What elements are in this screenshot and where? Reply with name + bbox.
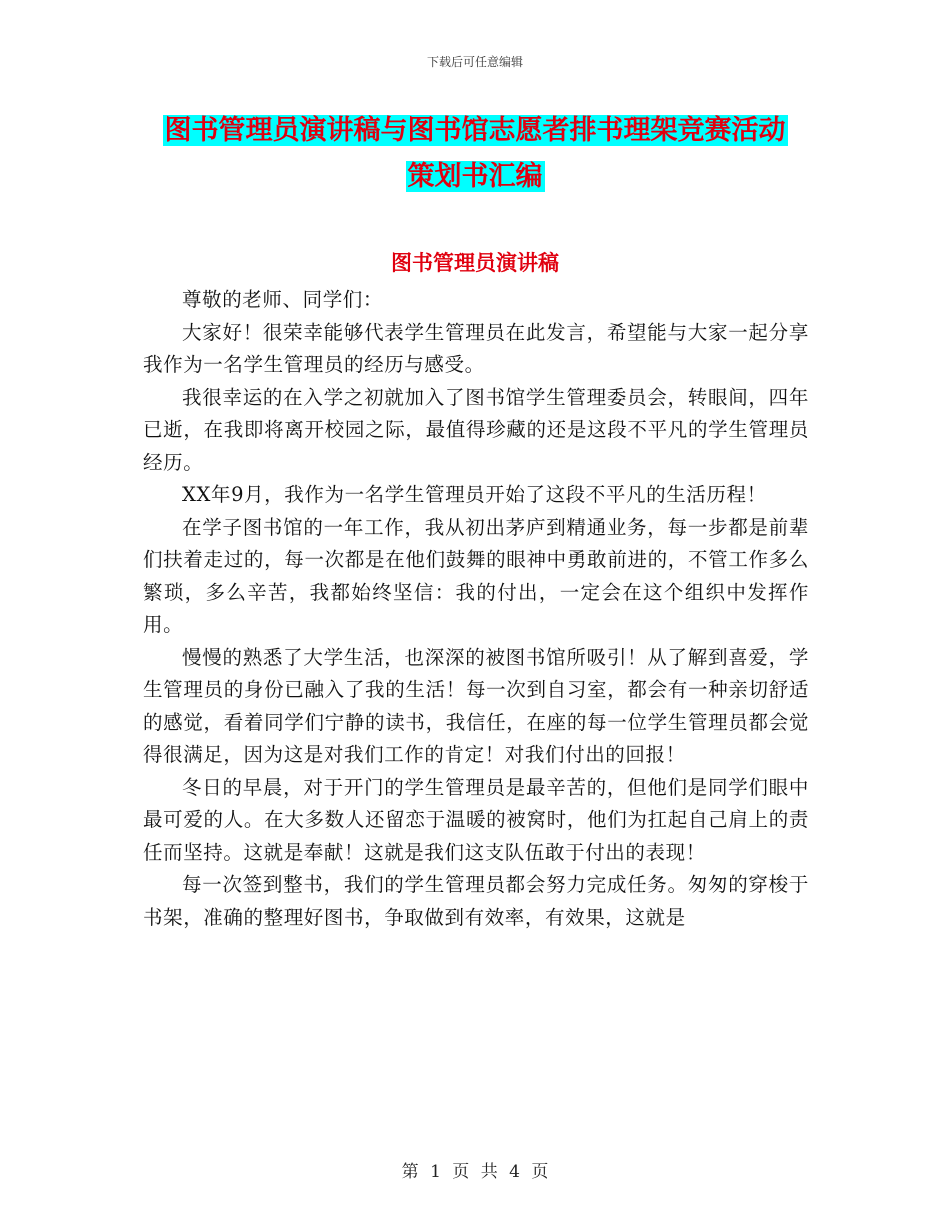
document-title-line-1: 图书管理员演讲稿与图书馆志愿者排书理架竞赛活动 [164, 115, 786, 146]
body-text [143, 284, 809, 934]
paragraph: XX年9月，我作为一名学生管理员开始了这段不平凡的生活历程！ [182, 483, 767, 506]
paragraph: 在学子图书馆的一年工作，我从初出茅庐到精通业务，每一步都是前辈们扶着走过的，每一次都是在他们鼓舞的眼神中勇敢前进的，不管工作多么繁琐，多么辛苦，我都始终坚信：我的付出，一定会在这个组织中发挥作用。 [143, 515, 809, 636]
paragraph: 我很幸运的在入学之初就加入了图书馆学生管理委员会，转眼间，四年已逝，在我即将离开校园之际，最值得珍藏的还是这段不平凡的学生管理员经历。 [143, 385, 809, 474]
paragraph: 大家好！很荣幸能够代表学生管理员在此发言，希望能与大家一起分享我作为一名学生管理员的经历与感受。 [143, 320, 809, 376]
document-title [140, 108, 810, 200]
document-title-line-2: 策划书汇编 [407, 161, 543, 192]
page-footer-number: 第 1 页 共 4 页 [401, 1162, 549, 1182]
paragraph: 慢慢的熟悉了大学生活，也深深的被图书馆所吸引！从了解到喜爱，学生管理员的身份已融入了我的生活！每一次到自习室，都会有一种亲切舒适的感觉，看着同学们宁静的读书，我信任，在座的每一位学生管理员都会觉得很满足，因为这是对我们工作的肯定！对我们付出的回报！ [143, 645, 809, 766]
paragraph: 每一次签到整书，我们的学生管理员都会努力完成任务。匆匆的穿梭于书架，准确的整理好图书，争取做到有效率，有效果，这就是 [143, 873, 809, 929]
section-title: 图书管理员演讲稿 [391, 251, 559, 275]
paragraph: 冬日的早晨，对于开门的学生管理员是最辛苦的，但他们是同学们眼中最可爱的人。在大多数人还留恋于温暖的被窝时，他们为扛起自己肩上的责任而坚持。这就是奉献！这就是我们这支队伍敢于付出的表现！ [143, 775, 809, 864]
paragraph: 尊敬的老师、同学们： [182, 288, 384, 311]
page-header-note: 下载后可任意编辑 [426, 55, 523, 69]
